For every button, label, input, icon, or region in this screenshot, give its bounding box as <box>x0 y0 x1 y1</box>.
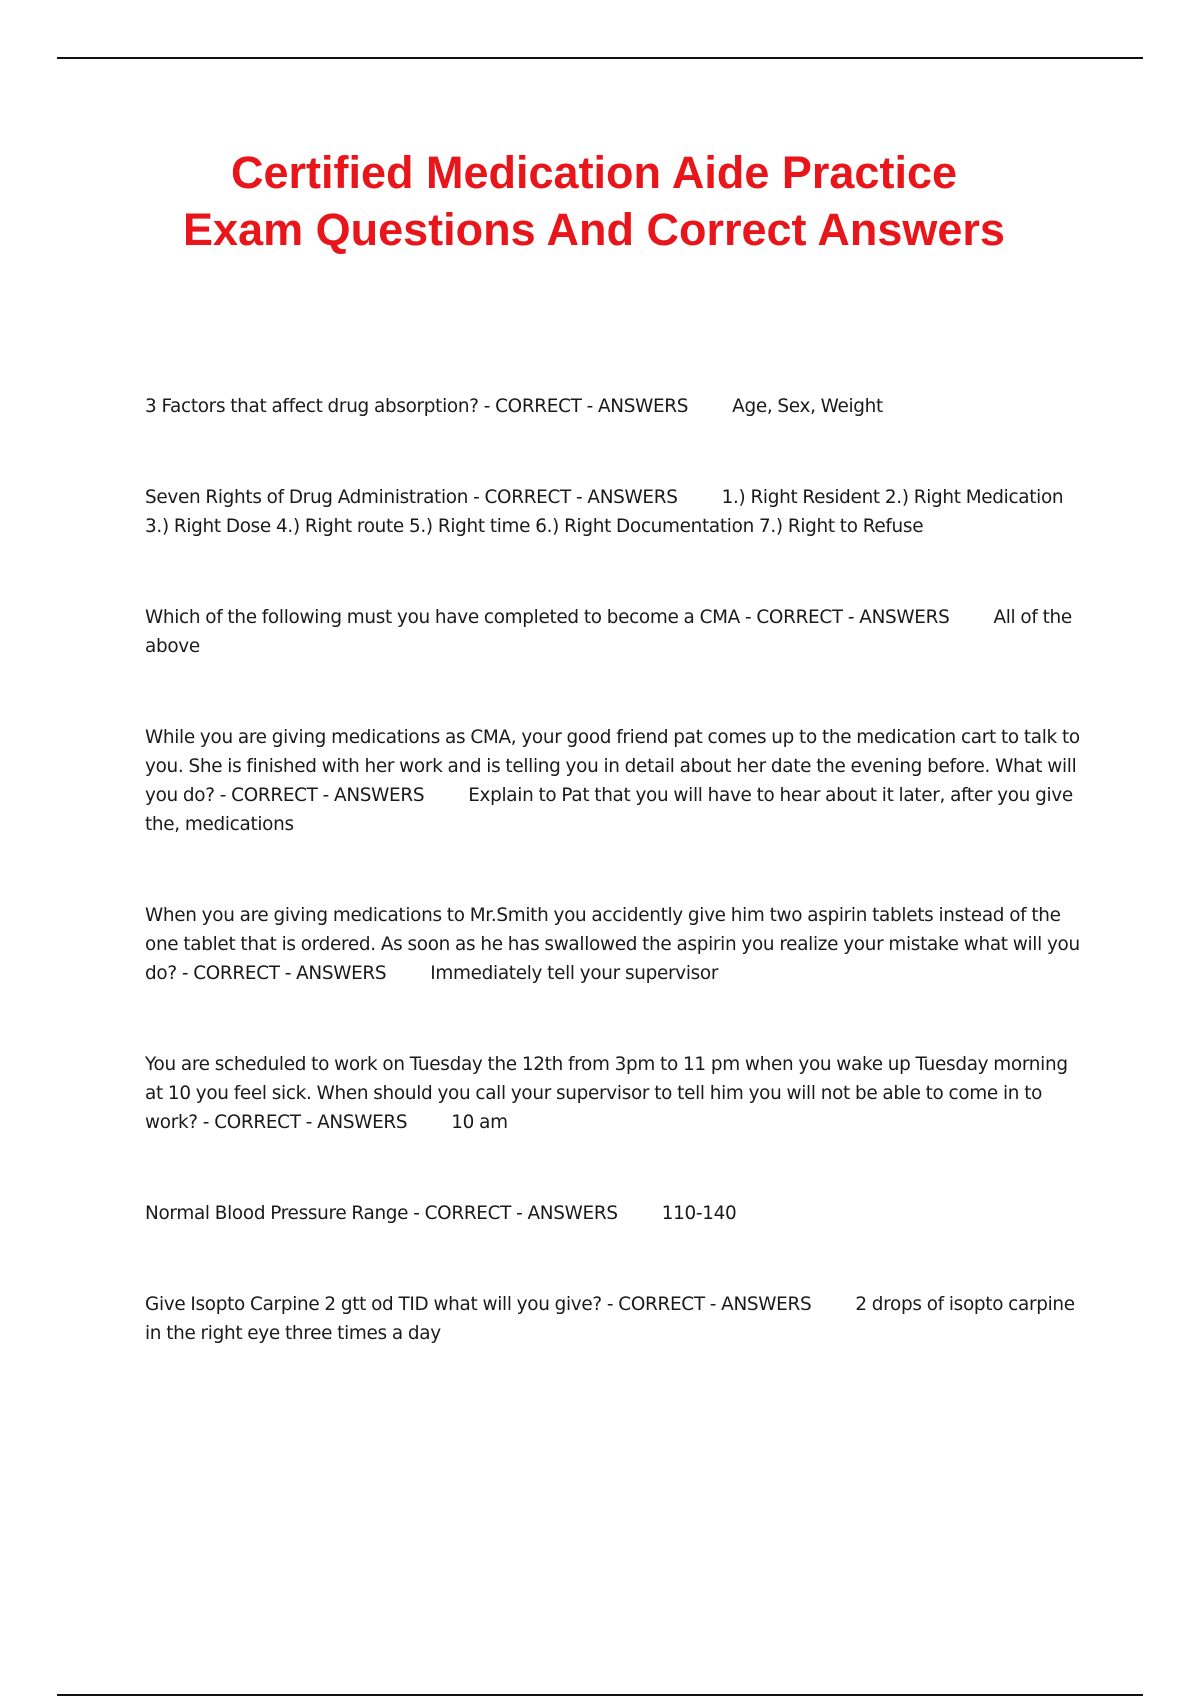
qa-item <box>145 483 1087 541</box>
question-text: When you are giving medications to Mr.Smith you accidently give him two aspirin tablets instead of the one tablet that is ordered. As soon as he has swallowed the aspirin you realize your mistake what will you do? - CORRECT - ANSWERS <box>145 905 1080 984</box>
answer-text: 10 am <box>451 1112 508 1133</box>
qa-list <box>145 392 1087 1410</box>
qa-item <box>145 901 1087 988</box>
answer-text: 2 drops of isopto carpine in the right eye three times a day <box>145 1294 1075 1344</box>
question-text: You are scheduled to work on Tuesday the 12th from 3pm to 11 pm when you wake up Tuesday morning at 10 you feel sick. When should you call your supervisor to tell him you will not be able to come in to work? - CORRECT - ANSWERS <box>145 1054 1068 1133</box>
question-text: While you are giving medications as CMA, your good friend pat comes up to the medication cart to talk to you. She is finished with her work and is telling you in detail about her date the evening before. What will you do? - CORRECT - ANSWERS <box>145 727 1080 806</box>
question-text: Seven Rights of Drug Administration - CORRECT - ANSWERS <box>145 487 678 508</box>
qa-item <box>145 603 1087 661</box>
answer-text: Explain to Pat that you will have to hear about it later, after you give the, medications <box>145 785 1073 835</box>
question-text: 3 Factors that affect drug absorption? - CORRECT - ANSWERS <box>145 396 689 417</box>
answer-text: 1.) Right Resident 2.) Right Medication 3.) Right Dose 4.) Right route 5.) Right time 6.) Right Documentation 7.) Right to Refuse <box>145 487 1064 537</box>
question-text: Which of the following must you have completed to become a CMA - CORRECT - ANSWERS <box>145 607 950 628</box>
answer-text: All of the above <box>145 607 1072 657</box>
qa-item <box>145 392 1087 421</box>
answer-text: Age, Sex, Weight <box>732 396 883 417</box>
question-text: Normal Blood Pressure Range - CORRECT - ANSWERS <box>145 1203 618 1224</box>
qa-item <box>145 1199 1087 1228</box>
title-line-1: Certified Medication Aide Practice <box>230 147 958 198</box>
qa-item <box>145 1290 1087 1348</box>
question-text: Give Isopto Carpine 2 gtt od TID what will you give? - CORRECT - ANSWERS <box>145 1294 812 1315</box>
answer-text: Immediately tell your supervisor <box>430 963 719 984</box>
title-line-2: Exam Questions And Correct Answers <box>183 204 1005 255</box>
answer-text: 110-140 <box>661 1203 737 1224</box>
qa-item <box>145 723 1087 839</box>
top-divider <box>57 57 1143 59</box>
qa-item <box>145 1050 1087 1137</box>
document-title <box>0 144 1188 258</box>
bottom-divider <box>57 1694 1143 1696</box>
